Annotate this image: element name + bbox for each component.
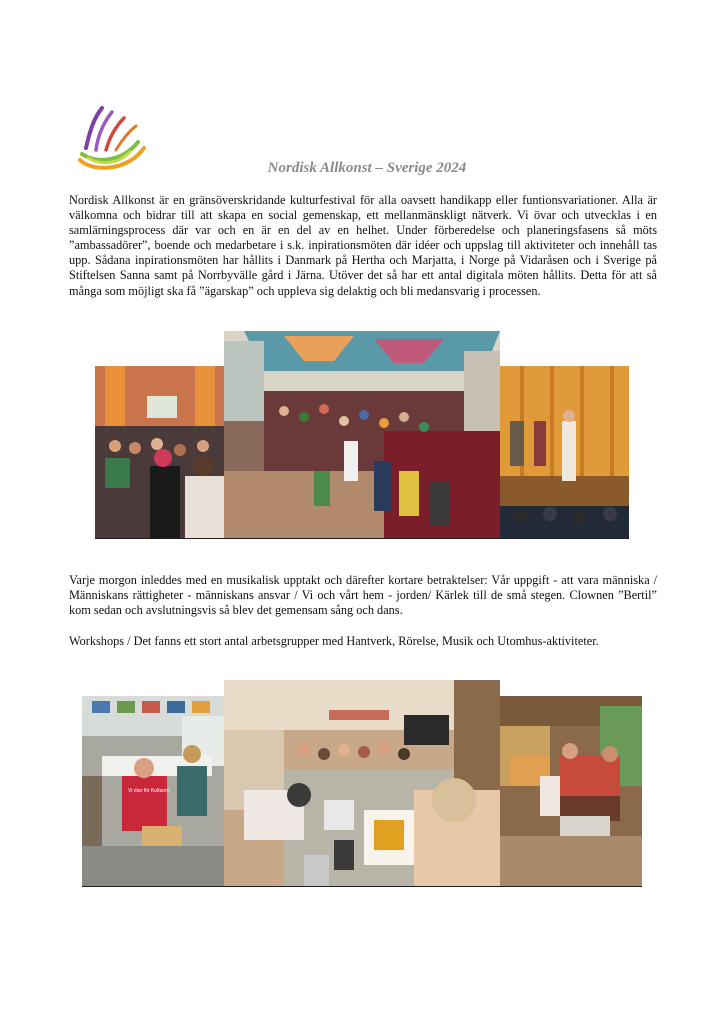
document-title: Nordisk Allkonst – Sverige 2024 [267, 160, 467, 176]
photo-painting-table [82, 696, 224, 886]
morning-paragraph: Varje morgon inleddes med en musikalisk upptakt och därefter kortare betraktelser: Vår uppgift - att vara människa / Människans rättigheter - människans ansvar / Vi och vårt hem - jorden/ Kärlek till de små stegen. Clownen ”Bertil” kom sedan och avslutningsvis så blev det gemensam sång och dans. [69, 573, 657, 618]
photo-stage-clown [500, 366, 629, 538]
workshops-paragraph: Workshops / Det fanns ett stort antal arbetsgrupper med Hantverk, Rörelse, Musik och Utomhus-aktiviteter. [69, 634, 599, 648]
intro-paragraph: Nordisk Allkonst är en gränsöverskridande kulturfestival för alla oavsett handikapp eller funtionsvariationer. Alla är välkomna och bidrar till att skapa en social gemenskap, ett mellanmänskligt nätverk. Vi övar och utvecklas i en samlärningsprocess där var och en är en del av en helhet. Under förberedelse och planeringsfasens så möts ”ambassadörer”, boende och medarbetare i s.k. inpirationsmöten där idéer och uppslag till aktiviteter och innehåll tas upp. Sådana inpirationsmöten har hållits i Danmark på Hertha och Marjatta, i Norge på Vidaråsen och i Sverige på Stiftelsen Sanna samt på Norrbyvälle gård i Järna. Utöver det så har ett antal digitala möten hållits. Detta för att så många som möjligt ska få ”ägarskap” och uppleva sig delaktig och bli medansvarig i processen. [69, 193, 657, 298]
photo-auditorium-crowd [224, 331, 500, 538]
workshop-row-divider [82, 886, 642, 887]
photo-workshop-room [224, 680, 500, 886]
photo-craft-room [500, 696, 642, 886]
photo-row-divider [95, 538, 629, 539]
shirt-text: Vi ritar för Kulturen [128, 788, 170, 794]
photo-audience-hall [95, 366, 224, 538]
